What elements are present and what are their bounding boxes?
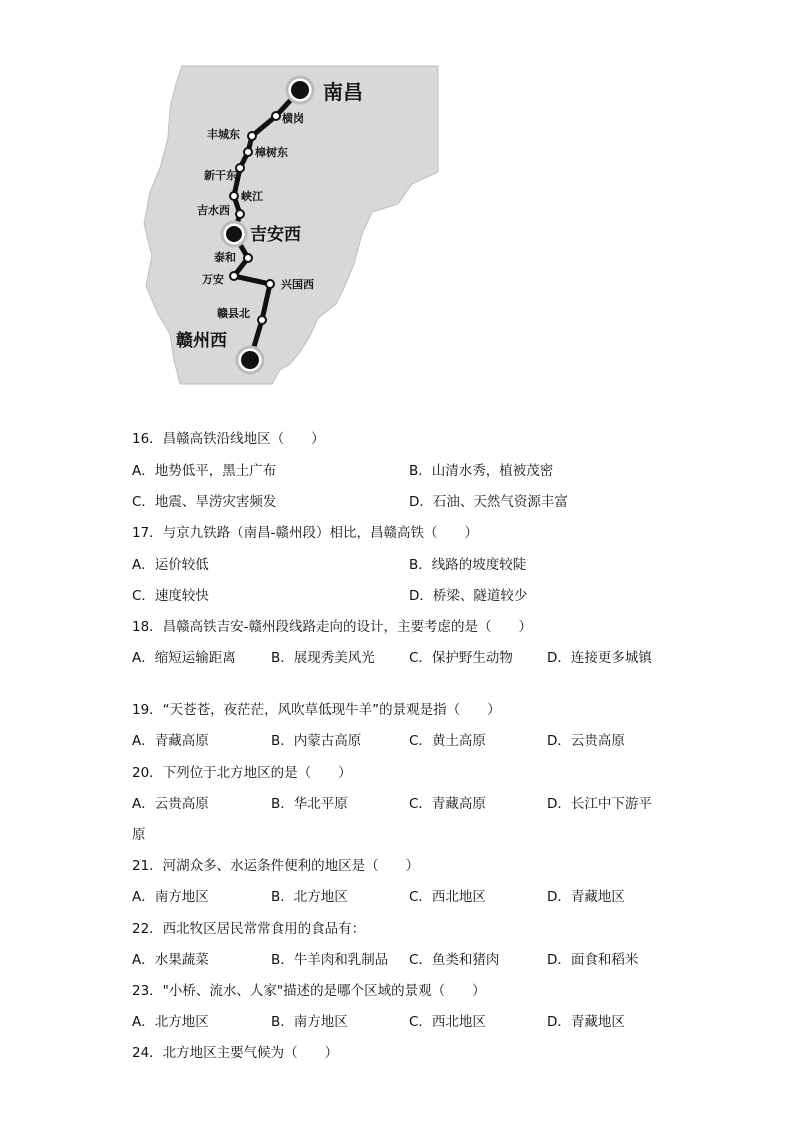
station-dot-ganzhouxi-inner xyxy=(241,351,259,369)
label-wanan: 万安 xyxy=(202,273,224,286)
option-21-c[interactable]: C．西北地区 xyxy=(409,889,486,905)
label-taihe: 泰和 xyxy=(214,251,236,264)
label-xingguoxi: 兴国西 xyxy=(281,278,314,291)
question-21-stem: 21．河湖众多、水运条件便利的地区是（ ） xyxy=(132,858,420,874)
option-16-b[interactable]: B．山清水秀，植被茂密 xyxy=(409,463,554,479)
option-20-a[interactable]: A．云贵高原 xyxy=(132,796,209,812)
station-dot-fengchengdong xyxy=(248,132,256,140)
question-18-stem: 18．昌赣高铁吉安-赣州段线路走向的设计，主要考虑的是（ ） xyxy=(132,619,533,635)
option-21-a[interactable]: A．南方地区 xyxy=(132,889,209,905)
option-19-c[interactable]: C．黄土高原 xyxy=(409,733,486,749)
option-21-b[interactable]: B．北方地区 xyxy=(271,889,348,905)
question-23-stem: 23．"小桥、流水、人家"描述的是哪个区域的景观（ ） xyxy=(132,983,486,999)
question-20-stem: 20．下列位于北方地区的是（ ） xyxy=(132,765,352,781)
option-21-d[interactable]: D．青藏地区 xyxy=(547,889,625,905)
option-23-a[interactable]: A．北方地区 xyxy=(132,1014,209,1030)
question-24-stem: 24．北方地区主要气候为（ ） xyxy=(132,1045,339,1061)
option-23-c[interactable]: C．西北地区 xyxy=(409,1014,486,1030)
option-18-a[interactable]: A．缩短运输距离 xyxy=(132,650,236,666)
station-dot-wanan xyxy=(230,272,238,280)
station-dot-taihe xyxy=(244,254,252,262)
option-19-a[interactable]: A．青藏高原 xyxy=(132,733,209,749)
question-21-options xyxy=(132,888,692,906)
option-16-a[interactable]: A．地势低平，黑土广布 xyxy=(132,463,277,479)
label-hengang: 横岗 xyxy=(282,112,304,125)
label-xiajiang: 峡江 xyxy=(241,190,263,203)
option-22-c[interactable]: C．鱼类和猪肉 xyxy=(409,952,500,968)
station-dot-xingguoxi xyxy=(266,280,274,288)
option-16-c[interactable]: C．地震、旱涝灾害频发 xyxy=(132,494,277,510)
option-17-b[interactable]: B．线路的坡度较陡 xyxy=(409,557,527,573)
railway-map-svg xyxy=(140,64,440,386)
station-dot-zhangshudong xyxy=(244,148,252,156)
option-20-d-overflow: 原 xyxy=(132,827,146,843)
label-nanchang: 南昌 xyxy=(323,80,363,104)
label-zhangshudong: 樟树东 xyxy=(255,146,288,159)
option-16-d[interactable]: D．石油、天然气资源丰富 xyxy=(409,494,568,510)
option-20-d[interactable]: D．长江中下游平 xyxy=(547,796,652,812)
station-dot-ganxianbei xyxy=(258,316,266,324)
question-17-stem: 17．与京九铁路（南昌-赣州段）相比，昌赣高铁（ ） xyxy=(132,525,479,541)
option-20-b[interactable]: B．华北平原 xyxy=(271,796,348,812)
label-ganxianbei: 赣县北 xyxy=(217,307,250,320)
option-18-b[interactable]: B．展现秀美风光 xyxy=(271,650,375,666)
station-dot-hengang xyxy=(272,112,280,120)
label-ganzhouxi: 赣州西 xyxy=(176,331,227,351)
question-18-options xyxy=(132,649,692,667)
option-19-d[interactable]: D．云贵高原 xyxy=(547,733,625,749)
option-23-b[interactable]: B．南方地区 xyxy=(271,1014,348,1030)
question-22-options xyxy=(132,951,692,969)
option-17-a[interactable]: A．运价较低 xyxy=(132,557,209,573)
question-16-stem: 16．昌赣高铁沿线地区（ ） xyxy=(132,431,325,447)
option-22-b[interactable]: B．牛羊肉和乳制品 xyxy=(271,952,389,968)
question-16-options-row2 xyxy=(132,493,692,511)
question-20-options xyxy=(132,795,692,813)
option-20-c[interactable]: C．青藏高原 xyxy=(409,796,486,812)
question-19-options xyxy=(132,732,692,750)
railway-map xyxy=(140,64,440,386)
question-17-options-row1 xyxy=(132,556,692,574)
station-dot-jianxi-inner xyxy=(226,226,242,242)
question-17-options-row2 xyxy=(132,587,692,605)
option-22-a[interactable]: A．水果蔬菜 xyxy=(132,952,209,968)
station-dot-nanchang-inner xyxy=(291,81,309,99)
question-19-stem: 19．“天苍苍，夜茫茫，风吹草低现牛羊”的景观是指（ ） xyxy=(132,702,501,718)
option-17-c[interactable]: C．速度较快 xyxy=(132,588,209,604)
station-dot-jishuixi xyxy=(236,210,244,218)
station-dot-xiajiang xyxy=(230,192,238,200)
option-18-d[interactable]: D．连接更多城镇 xyxy=(547,650,652,666)
question-16-options-row1 xyxy=(132,462,692,480)
label-xingandong: 新干东 xyxy=(204,169,237,182)
label-jianxi: 吉安西 xyxy=(250,225,301,245)
label-fengchengdong: 丰城东 xyxy=(207,128,240,141)
option-19-b[interactable]: B．内蒙古高原 xyxy=(271,733,362,749)
option-18-c[interactable]: C．保护野生动物 xyxy=(409,650,513,666)
station-dot-xingandong xyxy=(236,164,244,172)
question-23-options xyxy=(132,1013,692,1031)
option-22-d[interactable]: D．面食和稻米 xyxy=(547,952,639,968)
option-17-d[interactable]: D．桥梁、隧道较少 xyxy=(409,588,528,604)
label-jishuixi: 吉水西 xyxy=(197,204,230,217)
option-23-d[interactable]: D．青藏地区 xyxy=(547,1014,625,1030)
question-22-stem: 22．西北牧区居民常常食用的食品有： xyxy=(132,921,366,937)
